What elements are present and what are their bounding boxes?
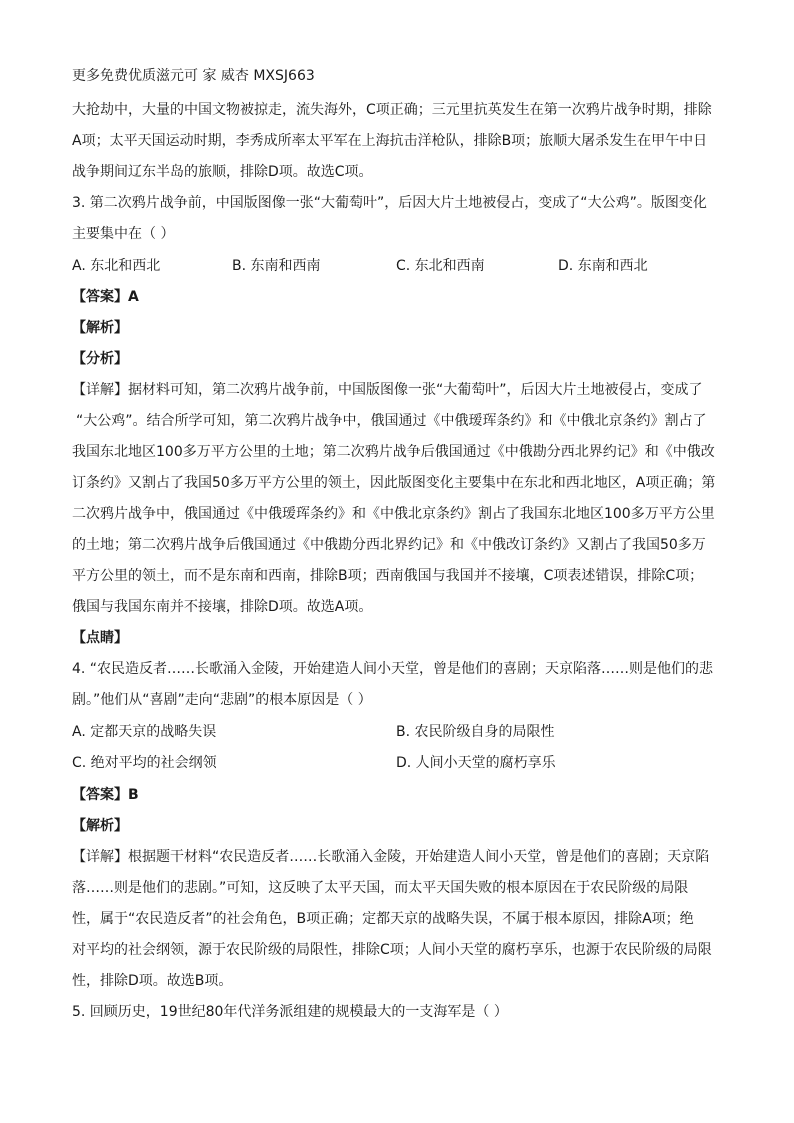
q3-detail-line: 二次鸦片战争中，俄国通过《中俄瑷珲条约》和《中俄北京条约》割占了我国东北地区100多万平方公里 — [72, 506, 715, 522]
q4-stem-line: 剧。”他们从“喜剧”走向“悲剧”的根本原因是（ ） — [72, 692, 372, 708]
q4-detail-line: 性，排除D项。故选B项。 — [72, 973, 233, 989]
q3-dianjing-label: 【点睛】 — [72, 630, 128, 646]
q3-detail-line: 我国东北地区100多万平方公里的土地；第二次鸦片战争后俄国通过《中俄勘分西北界约记》和《中俄改 — [72, 444, 715, 460]
q4-detail-line: 落……则是他们的悲剧。”可知，这反映了太平天国，而太平天国失败的根本原因在于农民阶级的局限 — [72, 880, 689, 896]
q4-option-b: B. 农民阶级自身的局限性 — [396, 724, 555, 740]
q3-fenxi-label: 【分析】 — [72, 351, 128, 367]
page-header: 更多免费优质滋元可 家 威杏 MXSJ663 — [72, 68, 315, 84]
q4-detail-line: 对平均的社会纲领，源于农民阶级的局限性，排除C项；人间小天堂的腐朽享乐，也源于农民阶级的局限 — [72, 942, 712, 958]
q3-stem-line: 3. 第二次鸦片战争前，中国版图像一张“大葡萄叶”，后因大片土地被侵占，变成了“大公鸡”。版图变化 — [72, 195, 707, 211]
q3-jiexi-label: 【解析】 — [72, 320, 128, 336]
q3-option-c: C. 东北和西南 — [396, 258, 485, 274]
q2-explanation-line: 大抢劫中，大量的中国文物被掠走，流失海外，C项正确；三元里抗英发生在第一次鸦片战争时期，排除 — [72, 102, 712, 118]
q3-detail-line: 订条约》又割占了我国50多万平方公里的领土，因此版图变化主要集中在东北和西北地区，A项正确；第 — [72, 475, 716, 491]
q4-jiexi-label: 【解析】 — [72, 818, 128, 834]
q3-option-a: A. 东北和西北 — [72, 258, 161, 274]
q3-option-d: D. 东南和西北 — [558, 258, 648, 274]
q5-stem: 5. 回顾历史，19世纪80年代洋务派组建的规模最大的一支海军是（ ） — [72, 1004, 508, 1020]
q2-explanation-line: A项；太平天国运动时期，李秀成所率太平军在上海抗击洋枪队，排除B项；旅顺大屠杀发生在甲午中日 — [72, 133, 708, 149]
q3-detail-line: 的土地；第二次鸦片战争后俄国通过《中俄勘分西北界约记》和《中俄改订条约》又割占了我国50多万 — [72, 537, 706, 553]
q4-option-d: D. 人间小天堂的腐朽享乐 — [396, 755, 556, 771]
q2-explanation-line: 战争期间辽东半岛的旅顺，排除D项。故选C项。 — [72, 164, 373, 180]
q4-option-a: A. 定都天京的战略失误 — [72, 724, 217, 740]
q3-detail-line: 俄国与我国东南并不接壤，排除D项。故选A项。 — [72, 599, 373, 615]
q3-option-b: B. 东南和西南 — [232, 258, 321, 274]
q3-stem-line: 主要集中在（ ） — [72, 226, 175, 242]
q3-detail-line: 【详解】据材料可知，第二次鸦片战争前，中国版图像一张“大葡萄叶”，后因大片土地被侵占，变成了 — [72, 382, 703, 398]
q4-answer: 【答案】B — [72, 787, 139, 803]
q4-detail-line: 【详解】根据题干材料“农民造反者……长歌涌入金陵，开始建造人间小天堂，曾是他们的喜剧；天京陷 — [72, 849, 710, 865]
q4-stem-line: 4. “农民造反者……长歌涌入金陵，开始建造人间小天堂，曾是他们的喜剧；天京陷落……则是他们的悲 — [72, 661, 714, 677]
q4-detail-line: 性，属于“农民造反者”的社会角色，B项正确；定都天京的战略失误，不属于根本原因，排除A项；绝 — [72, 911, 694, 927]
q3-detail-line: “大公鸡”。结合所学可知，第二次鸦片战争中，俄国通过《中俄瑷珲条约》和《中俄北京条约》割占了 — [76, 413, 707, 429]
q3-detail-line: 平方公里的领土，而不是东南和西南，排除B项；西南俄国与我国并不接壤，C项表述错误，排除C项； — [72, 568, 704, 584]
q4-option-c: C. 绝对平均的社会纲领 — [72, 755, 217, 771]
q3-answer: 【答案】A — [72, 289, 139, 305]
